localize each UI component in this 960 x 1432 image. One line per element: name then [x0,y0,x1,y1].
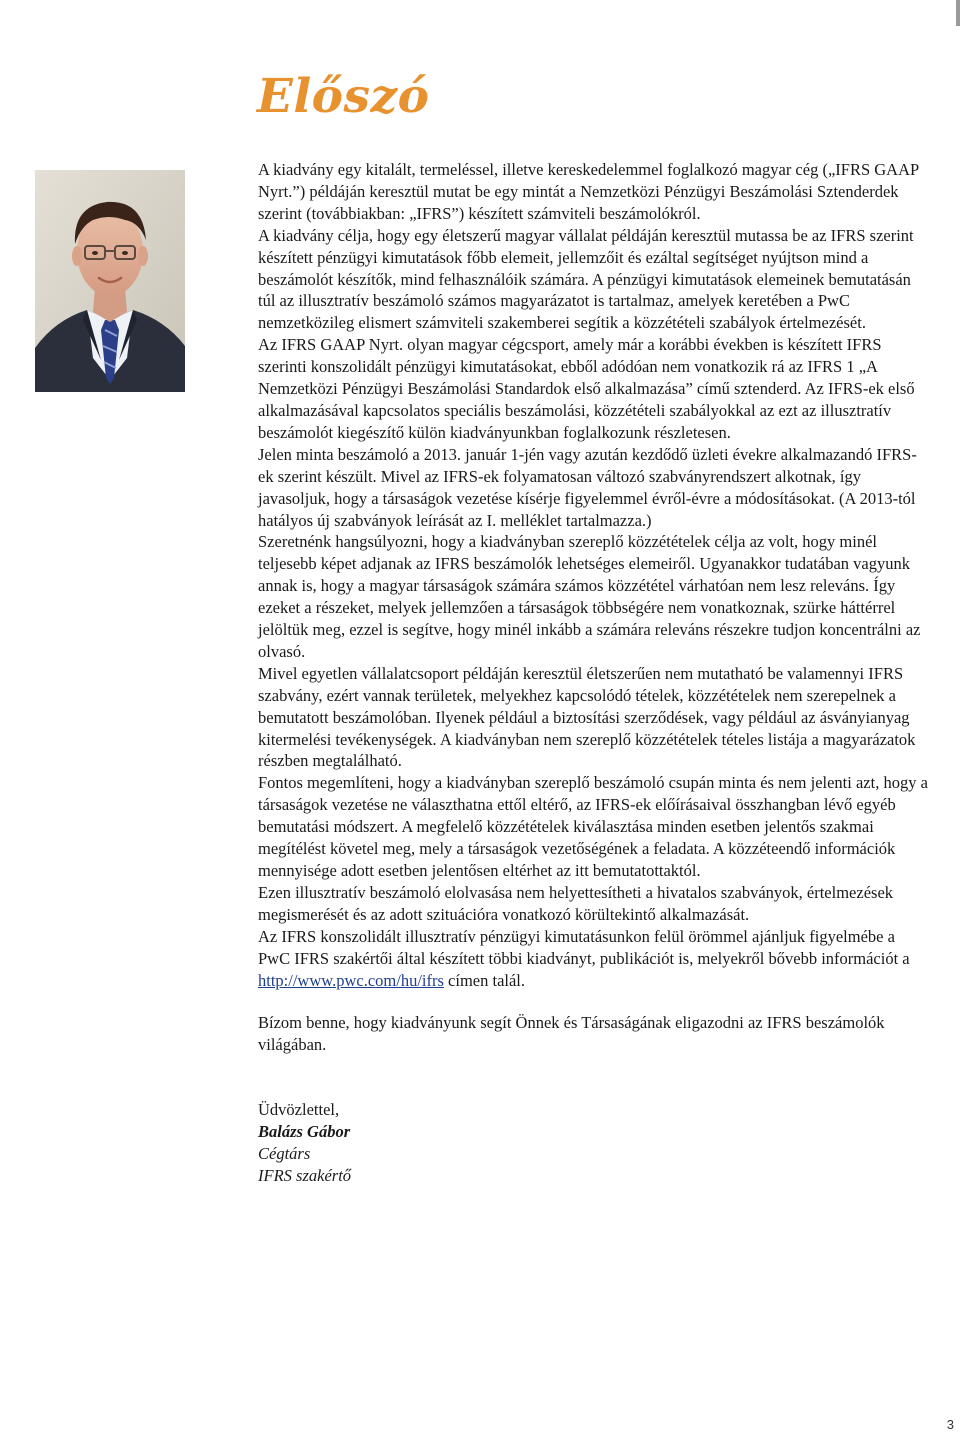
signature-title: IFRS szakértő [258,1165,352,1185]
paragraph-intro: A kiadvány egy kitalált, termeléssel, illetve kereskedelemmel foglalkozó magyar cég („IFRS GAAP Nyrt.”) példáján keresztül mutat be egy mintát a Nemzetközi Pénzügyi Beszámolási Sztenderdek szerint (továbbiakban: „IFRS”) készített számviteli beszámolókról. [258,160,919,223]
publications-text-end: címen talál. [443,970,526,990]
paragraph-closing: Bízom benne, hogy kiadványunk segít Önnek és Társaságának eligazodni az IFRS beszámolók világában. [258,1013,885,1055]
signature-greeting: Üdvözlettel, [258,1100,340,1120]
spacer [258,991,930,1012]
paragraph-disclosures: Szeretnénk hangsúlyozni, hogy a kiadványban szereplő közzétételek célja az volt, hogy minél teljesebb képet adjanak az IFRS beszámolók lehetséges elemeiről. Ugyanakkor tudatában vagyunk annak is, hogy a magyar társaságok számára számos közzététel várhatóan nem lesz releváns. Így ezeket a részeket, melyek jellemzően a társaságok többségére nem vonatkoznak, szürke háttérrel jelöltük meg, ezzel is segítve, hogy minél inkább a számára releváns részekre tudjon koncentrálni az olvasó. [258,532,921,661]
ifrs-website-link[interactable]: http://www.pwc.com/hu/ifrs [258,970,444,990]
paragraph-validity: Jelen minta beszámoló a 2013. január 1-jén vagy azután kezdődő üzleti évekre alkalmazandó IFRS-ek szerint készült. Mivel az IFRS-ek folyamatosan változó szabványrendszert alkotnak, így javasoljuk, hogy a társaságok vezetése kísérje figyelemmel évről-évre a módosításokat. (A 2013-tól hatályos új szabványok leírását az I. melléklet tartalmazza.) [258,444,917,530]
publications-text: Az IFRS konszolidált illusztratív pénzügyi kimutatásunkon felül örömmel ajánljuk figyelmébe a PwC IFRS szakértői által készített többi kiadványt, publikációt is, melyekről bővebb információt a [258,926,910,968]
signature-name: Balázs Gábor [258,1122,351,1142]
paragraph-publications [258,926,930,992]
paragraph-purpose: A kiadvány célja, hogy egy életszerű magyar vállalat példáján keresztül mutassa be az IFRS szerint készített pénzügyi kimutatások főbb elemeit, jellemzőit és ezáltal segítséget nyújtson mind a beszámolót készítők, mind felhasználóik számára. A pénzügyi kimutatások elemeinek bemutatásán túl az illusztratív beszámoló számos magyarázatot is tartalmaz, amelyek keretében a PwC nemzetközileg elismert számviteli szakemberei segítik a közzétételi szabályok értelmezését. [258,225,914,333]
body-text [258,159,930,1187]
paragraph-scope: Mivel egyetlen vállalatcsoport példáján keresztül életszerűen nem mutatható be valamennyi IFRS szabvány, ezért vannak területek, melyekhez kapcsolódó tételek, közzétételek nem szerepelnek a bemutatott beszámolóban. Ilyenek például a biztosítási szerződések, vagy például az ásványianyag kitermelési tevékenységek. A kiadványban nem szereplő közzétételek tételes listája a magyarázatok részben megtalálható. [258,663,916,771]
signature-role: Cégtárs [258,1144,311,1164]
page-title: Előszó [257,69,430,124]
corner-mark [956,0,960,26]
page-number: 3 [946,1417,954,1432]
paragraph-sample: Fontos megemlíteni, hogy a kiadványban szereplő beszámoló csupán minta és nem jelenti azt, hogy a társaságok vezetése ne választhatna ettől eltérő, az IFRS-ek előírásaival összhangban lévő egyéb bemutatási módszert. A megfelelő közzétételek kiválasztása minden esetben jelentős szakmai megítélést követel meg, mely a társaságok vezetőségének a feladata. A közzéteendő információk mennyisége adott esetben jelentősen eltérhet az itt bemutatottaktól. [258,773,928,880]
paragraph-company: Az IFRS GAAP Nyrt. olyan magyar cégcsport, amely már a korábbi években is készített IFRS szerinti konszolidált pénzügyi kimutatásokat, ebből adódóan nem vonatkozik rá az IFRS 1 „A Nemzetközi Pénzügyi Beszámolási Standardok első alkalmazása” című sztenderd. Az IFRS-ek első alkalmazásával kapcsolatos speciális beszámolási, közzétételi szabályokkal az ezt az illusztratív beszámolót kiegészítő külön kiadványunkban foglalkozunk részletesen. [258,335,915,442]
spacer [258,1056,930,1099]
paragraph-disclaimer: Ezen illusztratív beszámoló elolvasása nem helyettesítheti a hivatalos szabványok, értelmezések megismerését és az adott szituációra vonatkozó körültekintő alkalmazását. [258,882,894,924]
portrait-photo-icon [35,170,185,392]
